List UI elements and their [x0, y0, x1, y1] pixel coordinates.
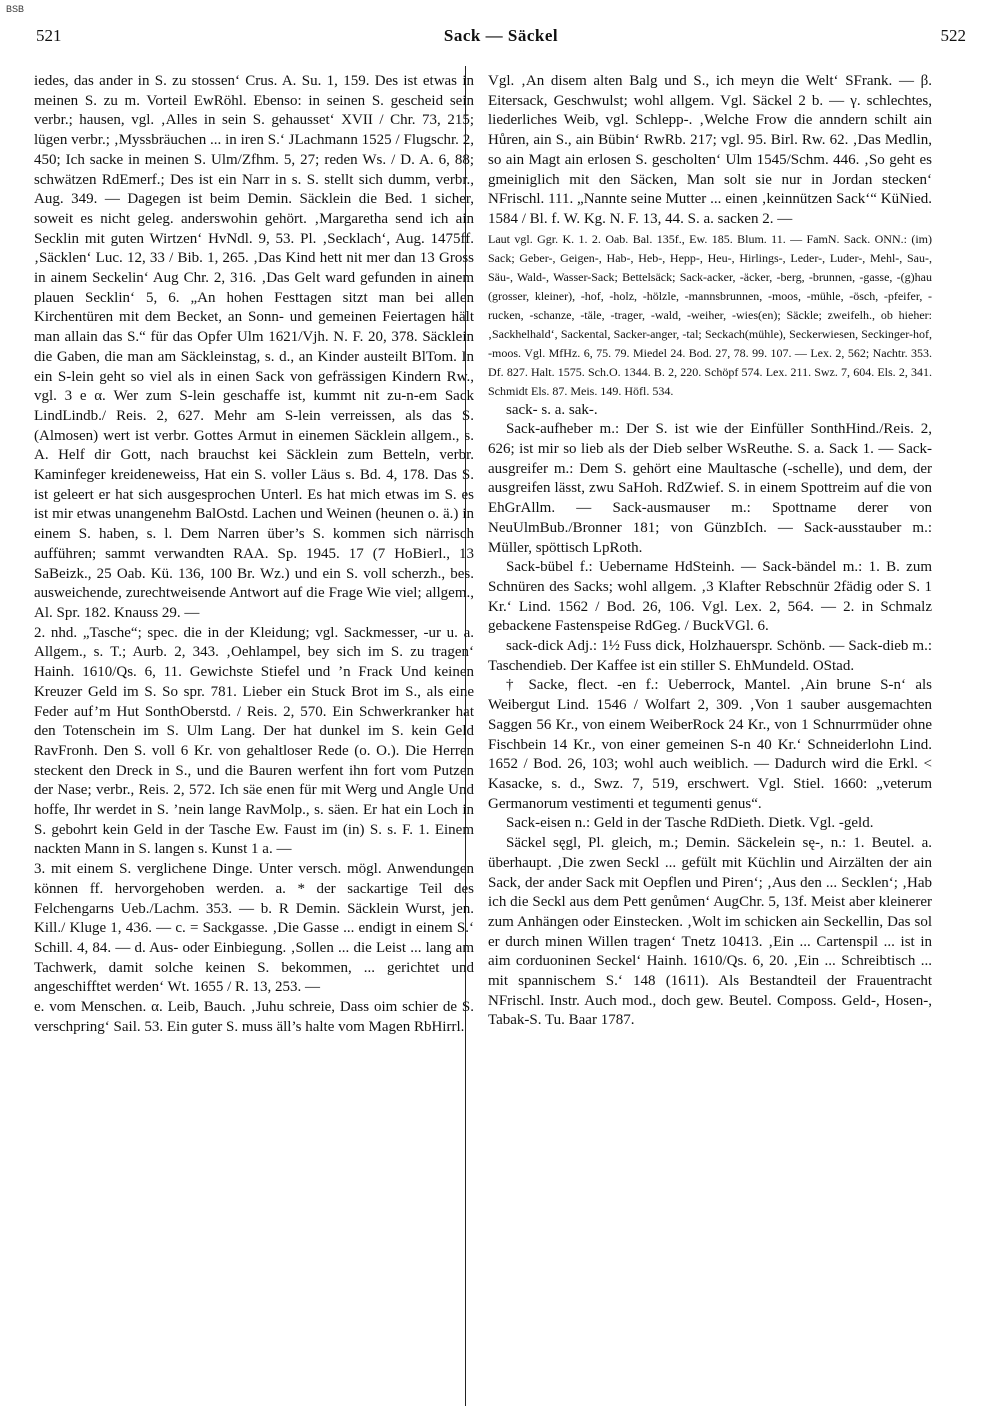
paragraph: 3. mit einem S. verglichene Dinge. Unter versch. mögl. Anwendungen können ff. hervorgehoben werden. a. * der sackartige Teil des Felchengarns Ueb./Lachm. 353. — b. R Demin. Säcklein Wurst, jen. Kill./ Kluge 1, 436. — c. = Sackgasse. ‚Die Gasse ... endigt in einem S.‘ Schill. 4, 84. — d. Aus- oder Einbiegung. ‚Sollen ... die Leist ... lang am Tachwerk, damit solche keinen S. bekommen, ... gerichtet und angeschifftet werden‘ Wt. 1655 / R. 13, 253. —	[34, 861, 474, 996]
entry-sack-dick: sack-dick Adj.: 1½ Fuss dick, Holzhauerspr. Schönb. — Sack-dieb m.: Taschendieb. Der Kaffee ist ein stiller S. EhMundeld. OStad.	[488, 638, 932, 674]
entry-saeckel: Säckel sęgl, Pl. gleich, m.; Demin. Säckelein sę-, n.: 1. Beutel. a. überhaupt. ‚Die zwen Seckl ... gefült mit Küchlin und Airzälten der ain Sack, der ander Sack mit Oepflen und Piren‘; ‚Aus den ... Secklen‘; ‚Hab ich die Seckl aus dem Pett genůmen‘ AugChr. 5, 13f. Meist aber kleinerer zum Anhängen oder Einstecken. ‚Wolt im schicken ain Seckellin, Das sol er durch minen Willen tragen‘ Tnetz 10413. ‚Ein ... Cartenspil ... ist in aim corduoninen Seckel‘ Hainh. 1610/Qs. 6, 20. ‚Ein ... Schreibtisch ... mit spannischem S.‘ 148 (1611). Als Bestandteil der Frauentracht NFrischl. Instr. Auch mod., doch gew. Beutel. Composs. Geld-, Hosen-, Tabak-S. Tu. Baar 1787.	[488, 835, 932, 1029]
entry-sack-buebel: Sack-bübel f.: Uebername HdSteinh. — Sack-bändel m.: 1. B. zum Schnüren des Sacks; wohl allgem. ‚3 Klafter Rebschnür 2fädig oder S. 1 Kr.‘ Lind. 1562 / Bod. 26, 106. Vgl. Lex. 2, 564. — 2. in Schmalz gebackene Fastenspeise RdGeg. / BuckVGl. 6.	[488, 559, 932, 635]
right-page-number: 522	[940, 26, 966, 45]
entry-sack-aufheber: Sack-aufheber m.: Der S. ist wie der Einfüller SonthHind./Reis. 2, 626; ist mir so lieb als der Dieb selber WsReuthe. S. a. Sack 1. — Sack-ausgreifer m.: Dem S. gehört eine Maultasche (-schelle), und dem, der ausgreifen lässt, zwu SaHoh. RdZwief. S. in einem Spottreim auf die von EhGrAllm. — Sack-ausmauser m.: Spottname derer von NeuUlmBub./Bronner 181; von GünzbIch. — Sack-ausstauber m.: Müller, spöttisch LpRoth.	[488, 421, 932, 556]
entry-sack-eisen: Sack-eisen n.: Geld in der Tasche RdDieth. Dietk. Vgl. -geld.	[506, 815, 874, 832]
left-page-number: 521	[36, 26, 62, 45]
page-title: Sack — Säckel	[443, 26, 559, 45]
paragraph: e. vom Menschen. α. Leib, Bauch. ‚Juhu schreie, Dass oim schier de S. verschpring‘ Sail. 53. Ein guter S. muss äll’s halte vom Magen RbHirrl.	[34, 999, 474, 1035]
entry-sak: sack- s. a. sak-.	[506, 401, 598, 418]
left-column	[34, 72, 474, 1412]
etymology-note: Laut vgl. Ggr. K. 1. 2. Oab. Bal. 135f., Ew. 185. Blum. 11. — FamN. Sack. ONN.: (im) Sack; Geber-, Geigen-, Hab-, Heb-, Hepp-, Heu-, Hirlings-, Leder-, Luder-, Mehl-, Sau-, Säu-, Wald-, Wasser-Sack; Bettelsäck; Sack-acker, -äcker, -berg, -brunnen, -gasse, -(g)hau (grosser, kleiner), -hof, -holz, -hölzle, -mannsbrunnen, -moos, -mühle, -ösch, -pfeifer, -rucken, -schanze, -täle, -trager, -wald, -weiher, -wies(en); Säckle; zweifelh., ob hieher: ‚Sackhelhald‘, Sackental, Sacker-anger, -tal; Seckach(mühle), Seckerwiesen, Seckinger-hof, -moos. Vgl. MfHz. 6, 75. 79. Miedel 24. Bod. 27, 78. 99. 107. — Lex. 2, 562; Nachtr. 353. Df. 827. Halt. 1575. Sch.O. 1344. B. 2, 220. Schöpf 574. Lex. 211. Swz. 7, 604. Els. 2, 341. Schmidt Els. 87. Meis. 149. Höfl. 534.	[488, 231, 932, 398]
library-stamp: BSB	[6, 4, 25, 14]
page-header	[36, 26, 966, 54]
right-column	[488, 72, 932, 1412]
paragraph: 2. nhd. „Tasche“; spec. die in der Kleidung; vgl. Sackmesser, -ur u. a. Allgem., s. T.; Aurb. 2, 343. ‚Oehlampel, bey sich im S. zu tragen‘ Hainh. 1610/Qs. 6, 11. Gewichste Stiefel und ’n Frack Und keinen Kreuzer Geld im S. So spr. 781. Lieber ein Stuck Brot im S., als eine Feder auf’m Hut SonthOberstd. / Reis. 2, 570. Ein Schwerkranker hat den Totenschein im S. Ulm Lang. Der hat dunkel im S. kein Geld RavFronh. Den S. voll 6 Kr. von gehaltloser Rede (o. O.). Die Herren steckent den Dreck in S., und die Bauren werfent ihn fort vom Putzen der Nase; verbr., Reis. 2, 572. Ich säe enen für mit Werg und Angle Und hoffe, Ihr werdet in S. ’nein lange RavMolp., s. säen. Er hat ein Loch in S. gebohrt kein Geld in der Tasche Ew. Faust im (in) S. s. F. 1. Einem nackten Mann in S. langen s. Kunst 1 a. —	[34, 624, 474, 858]
paragraph: Vgl. ‚An disem alten Balg und S., ich meyn die Welt‘ SFrank. — β. Eitersack, Geschwulst; wohl allgem. Vgl. Säckel 2 b. — γ. schlechtes, liederliches Weib, vgl. Schlepp-. ‚Welche Frow die anndern schilt ain Hůren, ain S., ain Bübin‘ RwRb. 217; vgl. 95. Birl. Rw. 62. ‚Das Medlin, so ain Magt ain erlosen S. gescholten‘ Ulm 1545/Schm. 446. ‚So geht es gmeiniglich mit den Säcken, Man solt sie nur in Jordan stecken‘ NFrischl. 111. „Nannte seine Mutter ... einen ‚keinnützen Sack‘“ KüNied. 1584 / Bl. f. W. Kg. N. F. 13, 44. S. a. sacken 2. —	[488, 73, 932, 227]
paragraph: iedes, das ander in S. zu stossen‘ Crus. A. Su. 1, 159. Des ist etwas in meinen S. zu m. Vorteil EwRöhl. Ebenso: in seinen S. gescheid sein verbr.; hausen, vgl. ‚Alles in sein S. gehausset‘ XVII / Chr. 73, 215; lügen verbr.; ‚Myssbräuchen ... in iren S.‘ JLachmann 1525 / Flugschr. 2, 450; Ich sacke in meinen S. Ulm/Zfhm. 5, 27; reden Ws. / D. A. 6, 88; schwätzen RdEmerf.; Des ist ein Narr in s. S. stellt sich dumm, verbr., Aug. 349. — Dagegen ist beim Demin. Säcklein die Bed. 1 sicher, soweit es nicht geleg. anderswohin gehört. ‚Margaretha send ich ain Secklin mit guten Wirtzen‘ HvNdl. 9, 53. Pl. ‚Secklach‘, Aug. 1475ff. ‚Säcklen‘ Luc. 12, 33 / Bib. 1, 265. ‚Das Kind hett nit mer dan 13 Gross in ainem Seckelin‘ Aug Chr. 2, 316. ‚Das Gelt ward gefunden in ainem plauen Secklin‘ 5, 6. „An hohen Festtagen sitzt man bei allen Kirchentüren mit dem Becket, an Sonn- und gemeinen Feiertagen hält man allain das S.“ für das Opfer Ulm 1621/Vjh. N. F. 20, 378. Säcklein die Gaben, die man am Säckleinstag, s. d., an Kinder austeilt BlTom. In ein S-lein geht so viel als in einen Sack von gefrässigen Kindern Rw., vgl. 3 e α. Wer zum S-lein geschaffe ist, kummt nit zu-n-em Sack LindLindb./ Reis. 2, 627. Mehr am S-lein verreissen, als das S. (Almosen) wert ist verbr. Gottes Armut in einemen Säcklein allgem., s. A. Helf dir Gott, nach brauchst kei Säcklein zum Betteln, verbr. Kaminfeger kreideneweiss, Hat ein S. voller Läus s. Bd. 4, 178. Das S. ist geleert er hat sich ausgesprochen Unterl. Es hat mich etwas im S. es ist mir etwas unangenehm BalOstd. Lachen und Weinen (heunen o. ä.) in einem S. haben, s. l. Dem Narren über’s S. kommen sich närrisch aufführen; sammt verwandten RAA. Sp. 1945. 17 (7 HoBierl., 13 SaBeizk., 25 Oab. Kü. 136, 100 Br. Wz.) und ein S. voll scherzh., bes. ausweichende, zurechtweisende Antwort auf die Frage Wie viel; allgem., Al. Spr. 182. Knauss 29. —	[34, 73, 474, 621]
entry-sacke: † Sacke, flect. -en f.: Ueberrock, Mantel. ‚Ain brune S-n‘ als Weibergut Lind. 1546 / Wolfart 2, 309. ‚Von 1 sauber ausgemachten Saggen 56 Kr., von einem WeiberRock 24 Kr., von 1 Schnurrmüder ohne Fischbein 14 Kr., von einer gemeinen S-n 40 Kr.‘ Schneiderlohn Lind. 1652 / Bod. 26, 103; wohl auch weiblich. — Dadurch wird die Erkl. < Kasacke, s. d., Swz. 7, 519, erschwert. Vgl. Stiel. 1660: „veterum Germanorum vestimenti et tegumenti genus“.	[488, 677, 932, 812]
